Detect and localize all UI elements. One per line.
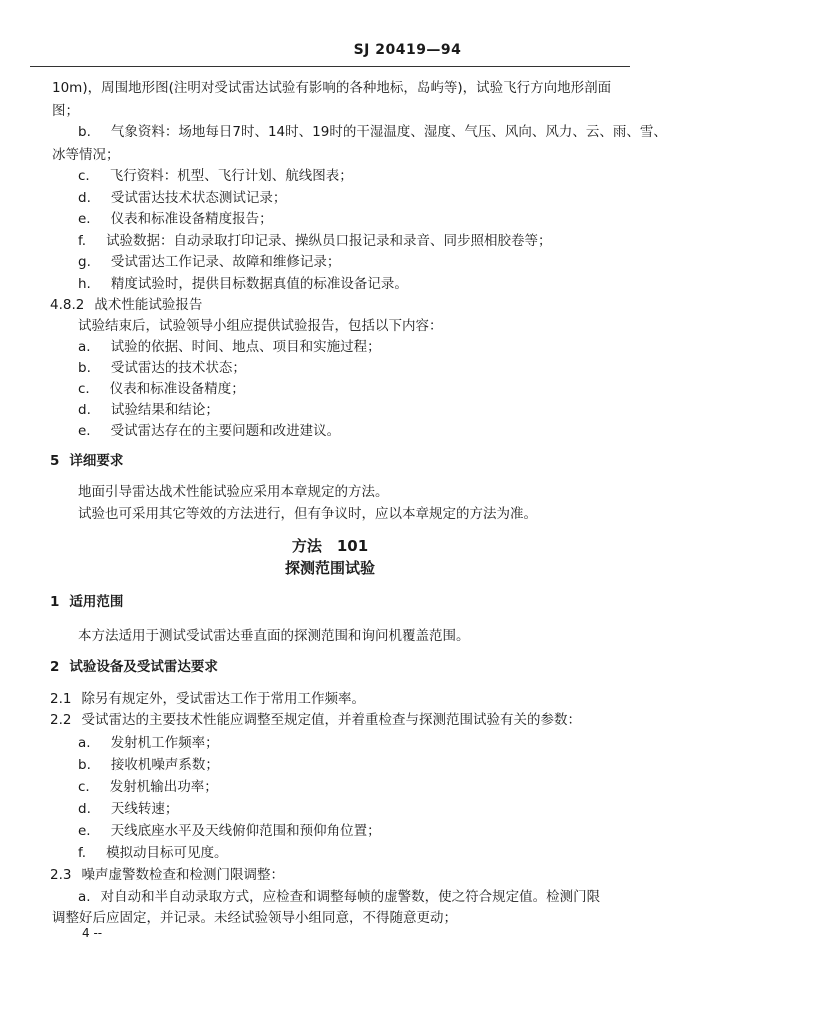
text-line: 地面引导雷达战术性能试验应采用本章规定的方法。 [78, 484, 389, 500]
list-item: d. 天线转速； [78, 801, 179, 817]
section-heading: 2 试验设备及受试雷达要求 [50, 659, 218, 675]
header-divider [30, 66, 630, 67]
list-item: a. 发射机工作频率； [78, 735, 219, 751]
section-heading: 5 详细要求 [50, 453, 124, 469]
text-line: 调整好后应固定，并记录。未经试验领导小组同意，不得随意更动； [52, 910, 457, 926]
list-item: f. 试验数据：自动录取打印记录、操纵员口报记录和录音、同步照相胶卷等； [78, 233, 552, 249]
list-item: c. 发射机输出功率； [78, 779, 218, 795]
text-line: 试验结束后，试验领导小组应提供试验报告，包括以下内容： [78, 318, 443, 334]
list-item: b. 气象资料：场地每日7时、14时、19时的干湿温度、湿度、气压、风向、风力、云、雨、雪、 [78, 124, 667, 140]
section-heading: 4.8.2 战术性能试验报告 [50, 297, 203, 313]
method-subtitle: 探测范围试验 [284, 559, 375, 577]
list-item: d. 受试雷达技术状态测试记录； [78, 190, 287, 206]
text-line: 冰等情况； [52, 147, 120, 163]
method-title: 方法 101 [291, 537, 369, 555]
list-item: e. 受试雷达存在的主要问题和改进建议。 [78, 423, 341, 439]
list-item: a. 试验的依据、时间、地点、项目和实施过程； [78, 339, 381, 355]
text-line: 图； [52, 103, 79, 119]
list-item: e. 仪表和标准设备精度报告； [78, 211, 273, 227]
text-line: 10m)，周围地形图(注明对受试雷达试验有影响的各种地标，岛屿等)，试验飞行方向地形剖面 [52, 80, 612, 96]
text-line: 本方法适用于测试受试雷达垂直面的探测范围和询问机覆盖范围。 [78, 628, 470, 644]
text-line: 试验也可采用其它等效的方法进行，但有争议时，应以本章规定的方法为准。 [78, 506, 537, 522]
list-item: d. 试验结果和结论； [78, 402, 219, 418]
clause: 2.3 噪声虚警数检查和检测门限调整： [50, 867, 284, 883]
page-header: SJ 20419—94 [353, 42, 462, 58]
list-item: h. 精度试验时，提供目标数据真值的标准设备记录。 [78, 276, 408, 292]
clause: 2.2 受试雷达的主要技术性能应调整至规定值，并着重检查与探测范围试验有关的参数： [50, 712, 581, 728]
list-item: g. 受试雷达工作记录、故障和维修记录； [78, 254, 341, 270]
list-item: e. 天线底座水平及天线俯仰范围和预仰角位置； [78, 823, 381, 839]
list-item: b. 接收机噪声系数； [78, 757, 219, 773]
section-heading: 1 适用范围 [50, 594, 124, 610]
list-item: b. 受试雷达的技术状态； [78, 360, 246, 376]
list-item: c. 仪表和标准设备精度； [78, 381, 245, 397]
clause: 2.1 除另有规定外，受试雷达工作于常用工作频率。 [50, 691, 365, 707]
list-item: c. 飞行资料：机型、飞行计划、航线图表； [78, 168, 353, 184]
list-item: a. 对自动和半自动录取方式，应检查和调整每帧的虚警数，使之符合规定值。检测门限 [78, 889, 601, 905]
page-number: 4 -- [82, 926, 103, 940]
list-item: f. 模拟动目标可见度。 [78, 845, 228, 861]
